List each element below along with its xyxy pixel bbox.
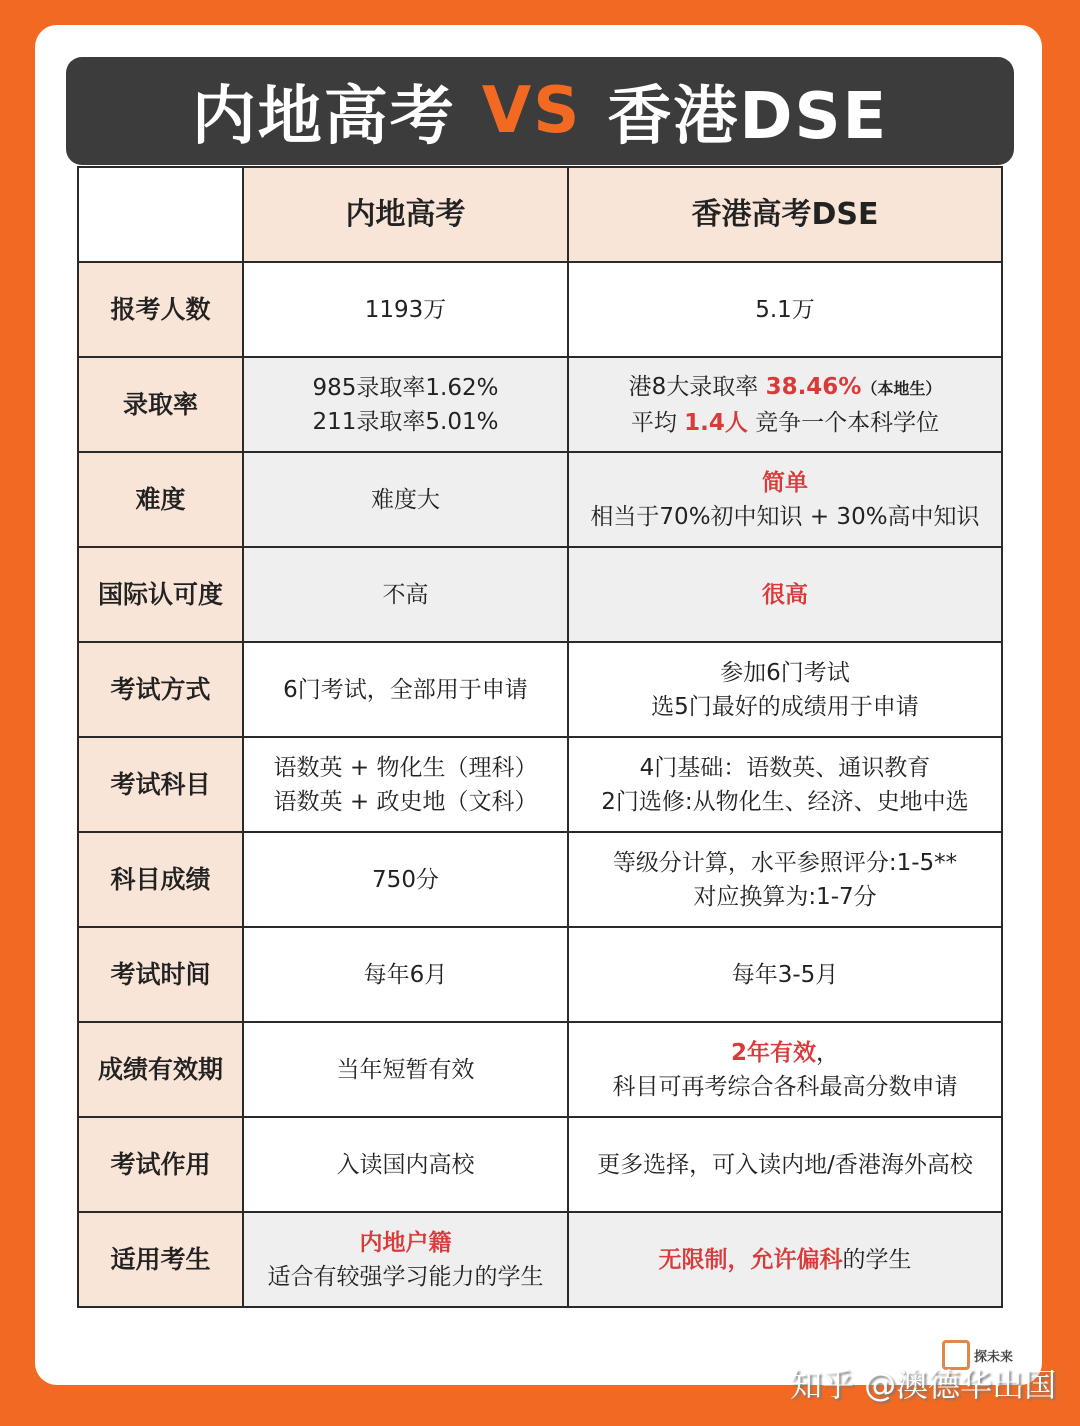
cell-text: 985录取率1.62%: [312, 374, 499, 401]
row-label: 录取率: [78, 357, 243, 452]
logo-text: 探未来: [974, 1349, 1014, 1365]
cell-hkdse: [568, 737, 1002, 832]
table-row: [78, 262, 1002, 357]
cell-line: [573, 1243, 997, 1277]
row-label: 报考人数: [78, 262, 243, 357]
cell-hkdse: [568, 357, 1002, 452]
cell-hkdse: [568, 927, 1002, 1022]
cell-line: [248, 958, 563, 992]
title-left: 内地高考: [191, 80, 456, 154]
row-label: 考试方式: [78, 642, 243, 737]
table-row: [78, 927, 1002, 1022]
cell-line: [248, 751, 563, 785]
row-label: 适用考生: [78, 1212, 243, 1307]
watermark: 知乎 @澳德华出国: [790, 1366, 1057, 1404]
cell-text: 2门选修:从物化生、经济、史地中选: [601, 788, 969, 815]
highlight-text: 无限制，允许偏科: [658, 1246, 843, 1273]
highlight-text: 简单: [762, 469, 808, 496]
comparison-table: [77, 166, 1003, 1308]
highlight-text: 2年有效: [730, 1039, 816, 1066]
cell-line: [573, 1070, 997, 1104]
table-row: [78, 357, 1002, 452]
cell-text: 1193万: [364, 296, 447, 323]
cell-text: 的学生: [842, 1246, 912, 1273]
table-row: [78, 1117, 1002, 1212]
cell-text: 每年6月: [363, 961, 448, 988]
cell-line: [573, 690, 997, 724]
cell-line: [573, 846, 997, 880]
header-blank: [78, 167, 243, 262]
table-row: [78, 642, 1002, 737]
cell-mainland: [243, 737, 568, 832]
title-vs: VS: [481, 74, 582, 148]
header-hkdse: 香港高考DSE: [568, 167, 1002, 262]
cell-text: 平均: [630, 409, 685, 436]
cell-text: 当年短暂有效: [336, 1056, 475, 1083]
cell-text: （本地生）: [861, 378, 942, 398]
cell-line: [248, 1148, 563, 1182]
cell-mainland: [243, 262, 568, 357]
cell-line: [573, 578, 997, 612]
cell-text: 更多选择，可入读内地/香港海外高校: [597, 1151, 973, 1178]
cell-hkdse: [568, 642, 1002, 737]
row-label: 考试时间: [78, 927, 243, 1022]
cell-text: 对应换算为:1-7分: [693, 883, 877, 910]
cell-text: 入读国内高校: [336, 1151, 475, 1178]
row-label: 考试科目: [78, 737, 243, 832]
cell-text: 难度大: [371, 486, 440, 513]
cell-line: [573, 1036, 997, 1070]
highlight-text: 1.4人: [684, 409, 748, 436]
cell-text: 选5门最好的成绩用于申请: [651, 693, 919, 720]
cell-hkdse: [568, 1022, 1002, 1117]
cell-line: [248, 1260, 563, 1294]
cell-hkdse: [568, 262, 1002, 357]
cell-mainland: [243, 1022, 568, 1117]
cell-hkdse: [568, 452, 1002, 547]
cell-line: [248, 673, 563, 707]
row-label: 科目成绩: [78, 832, 243, 927]
table-row: [78, 1212, 1002, 1307]
header-mainland: 内地高考: [243, 167, 568, 262]
cell-line: [573, 406, 997, 440]
row-label: 考试作用: [78, 1117, 243, 1212]
table-row: [78, 832, 1002, 927]
cell-mainland: [243, 1212, 568, 1307]
row-label: 难度: [78, 452, 243, 547]
cell-line: [248, 405, 563, 439]
cell-line: [248, 1053, 563, 1087]
cell-mainland: [243, 547, 568, 642]
cell-text: 参加6门考试: [720, 659, 850, 686]
cell-line: [573, 880, 997, 914]
cell-line: [573, 785, 997, 819]
cell-mainland: [243, 642, 568, 737]
cell-text: 科目可再考综合各科最高分数申请: [612, 1073, 958, 1100]
highlight-text: 内地户籍: [359, 1229, 452, 1256]
cell-mainland: [243, 832, 568, 927]
cell-line: [248, 293, 563, 327]
cell-text: ，: [816, 1039, 839, 1066]
highlight-text: 38.46%: [765, 373, 862, 400]
header-row: [78, 167, 1002, 262]
highlight-text: 很高: [762, 581, 808, 608]
cell-text: 竞争一个本科学位: [747, 409, 940, 436]
cell-line: [573, 958, 997, 992]
cell-line: [248, 863, 563, 897]
cell-line: [573, 656, 997, 690]
cell-text: 等级分计算，水平参照评分:1-5**: [612, 849, 958, 876]
cell-mainland: [243, 927, 568, 1022]
table-row: [78, 737, 1002, 832]
cell-line: [248, 1226, 563, 1260]
cell-line: [248, 785, 563, 819]
cell-text: 5.1万: [755, 296, 815, 323]
cell-line: [248, 578, 563, 612]
cell-line: [248, 483, 563, 517]
cell-hkdse: [568, 1212, 1002, 1307]
cell-line: [573, 293, 997, 327]
cell-line: [573, 466, 997, 500]
table-row: [78, 547, 1002, 642]
cell-line: [573, 751, 997, 785]
cell-text: 4门基础：语数英、通识教育: [639, 754, 931, 781]
table-row: [78, 1022, 1002, 1117]
cell-mainland: [243, 357, 568, 452]
cell-text: 港8大录取率: [628, 373, 766, 400]
cell-hkdse: [568, 547, 1002, 642]
cell-text: 语数英 + 物化生（理科）: [273, 754, 538, 781]
cell-text: 6门考试，全部用于申请: [283, 676, 528, 703]
cell-text: 211录取率5.01%: [312, 408, 499, 435]
cell-hkdse: [568, 1117, 1002, 1212]
cell-line: [573, 500, 997, 534]
title-right: 香港DSE: [607, 80, 889, 154]
cell-line: [573, 1148, 997, 1182]
cell-line: [573, 370, 997, 406]
table-row: [78, 452, 1002, 547]
cell-line: [248, 371, 563, 405]
cell-text: 语数英 + 政史地（文科）: [273, 788, 538, 815]
cell-text: 每年3-5月: [731, 961, 839, 988]
cell-hkdse: [568, 832, 1002, 927]
row-label: 国际认可度: [78, 547, 243, 642]
cell-text: 不高: [382, 581, 429, 608]
cell-text: 适合有较强学习能力的学生: [267, 1263, 544, 1290]
cell-text: 750分: [372, 866, 439, 893]
cell-mainland: [243, 1117, 568, 1212]
row-label: 成绩有效期: [78, 1022, 243, 1117]
cell-mainland: [243, 452, 568, 547]
cell-text: 相当于70%初中知识 + 30%高中知识: [590, 503, 980, 530]
page-title: [66, 57, 1014, 165]
